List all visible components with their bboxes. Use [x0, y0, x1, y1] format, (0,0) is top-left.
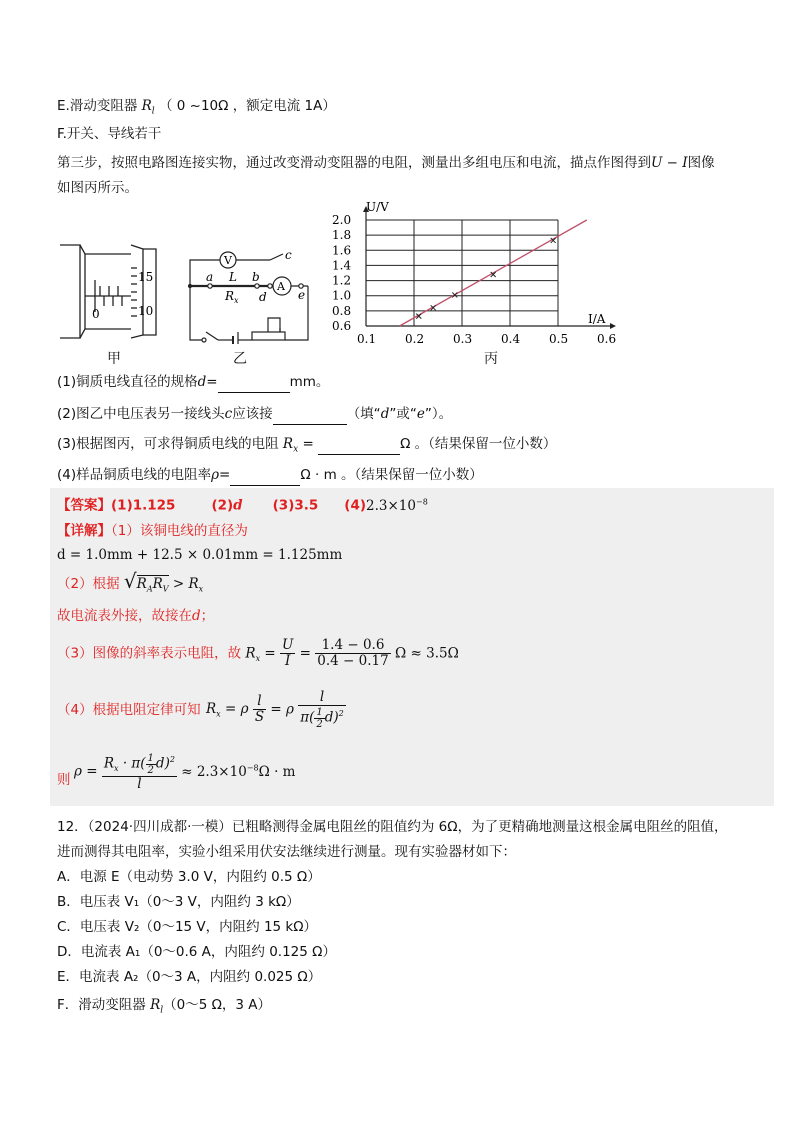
item-f-line: F.开关、导线若干: [57, 126, 162, 142]
y-tick-label: 0.8: [332, 303, 352, 318]
q3-unit: Ω 。（结果保留一位小数）: [400, 436, 557, 452]
detail-1: [57, 521, 248, 541]
detail-3-eq2: =: [299, 645, 311, 662]
detail-2-conclusion: [57, 606, 214, 626]
problem12-stem1: 12．（2024·四川成都·一模）已粗略测得金属电阻丝的阻值约为 6Ω，为了更精确地测量这根金属电阻丝的阻值，: [57, 819, 728, 835]
terminal-e: e: [298, 288, 306, 302]
equipment-c: C．电压表 V₂（0～15 V，内阻约 15 kΩ）: [57, 919, 318, 935]
chart-marks: [400, 220, 587, 326]
equipment-f-symbol: R: [150, 997, 161, 1013]
q2-end: ”）。: [424, 406, 453, 422]
q1-symbol: d: [197, 374, 207, 390]
micrometer-tick-15: 15: [138, 270, 154, 284]
q3-answer-blank[interactable]: [318, 434, 400, 455]
detail-4-formula: [206, 690, 346, 730]
detail-3-r: R: [245, 645, 256, 662]
chart-xlabel: I/A: [588, 312, 606, 326]
equipment-a: A．电源 E（电动势 3.0 V，内阻约 0.5 Ω）: [57, 869, 321, 885]
q2-d: d: [380, 406, 390, 422]
detail-2-d: d: [192, 608, 201, 624]
terminal-a: a: [206, 270, 214, 284]
micrometer-figure: [55, 240, 167, 344]
x-axis-arrow: [610, 323, 616, 329]
detail-4-eq: = ρ: [270, 701, 294, 718]
micrometer-zero: 0: [92, 307, 100, 321]
q2-or: ”或“: [389, 406, 417, 422]
y-tick-label: 1.0: [332, 288, 352, 303]
detail-4-r: $R_x = \rho$: [206, 701, 249, 719]
data-point: [452, 292, 457, 297]
item-e-line: [57, 96, 336, 122]
rx-label: $R_x$: [225, 289, 239, 305]
q2-c: c: [224, 406, 233, 422]
sqrt-sign: √: [123, 569, 137, 593]
answer-2: (2): [211, 497, 234, 514]
equipment-f-range: （0～5 Ω，3 A）: [163, 997, 272, 1013]
detail-3-frac-ui: $\frac{U}{I}$: [281, 637, 294, 669]
detail-4-text: （4）根据电阻定律可知: [57, 702, 201, 718]
answer-label: 【答案】: [57, 497, 111, 514]
circuit-figure: [180, 240, 320, 344]
q1-unit: mm。: [289, 374, 330, 390]
final-formula: [74, 752, 295, 792]
equipment-b: B．电压表 V₁（0～3 V，内阻约 3 kΩ）: [57, 894, 300, 910]
q2-text2: 应该接: [232, 406, 273, 422]
answer-3: (3)3.5: [272, 497, 319, 514]
q4-answer-blank[interactable]: [230, 465, 300, 486]
answer-4: (4): [344, 497, 367, 514]
x-tick-label: 0.3: [453, 332, 473, 346]
x-tick-label: 0.1: [357, 332, 377, 346]
final-rho: ρ =: [74, 763, 98, 780]
detail-2-radicand: $R_AR_V$: [136, 576, 169, 594]
q4-rho: ρ=: [211, 467, 231, 483]
problem12-stem2: 进而测得其电阻率，实验小组采用伏安法继续进行测量。现有实验器材如下：: [57, 844, 516, 860]
terminal-c: c: [285, 248, 292, 262]
answer-1: (1)1.125: [111, 497, 176, 514]
q4-text: (4)样品铜质电线的电阻率: [57, 467, 212, 483]
detail-4-frac-ls: $\frac{l}{S}$: [254, 693, 265, 726]
equipment-f-text: F．滑动变阻器: [57, 997, 146, 1013]
y-tick-label: 1.2: [332, 273, 352, 288]
ammeter-label: A: [277, 280, 285, 293]
detail-1-formula: d = 1.0mm + 12.5 × 0.01mm = 1.125mm: [57, 547, 343, 563]
detail-2-conclusion-text: 故电流表外接，故接在: [57, 608, 192, 624]
answer-line: [57, 492, 428, 516]
terminal-b: b: [252, 270, 260, 284]
chart-ylabel: U/V: [366, 200, 389, 214]
step3-line: [57, 153, 715, 173]
micrometer-tick-10: 10: [138, 304, 154, 318]
question-1: [57, 372, 329, 393]
detail-2-end: ；: [200, 608, 215, 624]
detail-4: [57, 700, 201, 720]
equipment-f-sub: l: [160, 1005, 164, 1016]
voltmeter-label: V: [224, 254, 232, 267]
final-result: ≈ $2.3\times 10^{-8}\Omega \cdot m$: [181, 763, 296, 780]
question-2: [57, 404, 452, 425]
q2-text: (2)图乙中电压表另一接线头: [57, 406, 225, 422]
y-tick-label: 2.0: [332, 213, 352, 227]
equipment-e: E．电流表 A₂（0～3 A，内阻约 0.025 Ω）: [57, 969, 322, 985]
detail-label: 【详解】: [57, 523, 111, 539]
item-e-range: （ 0 ~10Ω ，额定电流 1A）: [158, 98, 336, 114]
x-tick-label: 0.2: [405, 332, 425, 346]
figure-bing-label: 丙: [484, 351, 498, 367]
item-e-symbol: R: [141, 98, 152, 114]
q2-hint: （填“: [346, 406, 381, 422]
then-label: 则: [57, 772, 71, 788]
equipment-f: [57, 995, 271, 1021]
detail-4-frac-area: l π( $\frac{1}{2}$ d)$^2$: [300, 689, 344, 730]
detail-2-rx-sub: x: [198, 584, 204, 594]
q1-text: (1)铜质电线直径的规格: [57, 374, 198, 390]
y-tick-label: 1.4: [332, 258, 352, 273]
x-tick-label: 0.6: [597, 332, 617, 346]
fit-line: [400, 220, 587, 326]
q3-sub: x: [293, 444, 299, 455]
terminal-d: d: [259, 290, 267, 304]
detail-3-result: Ω ≈ 3.5Ω: [395, 645, 459, 662]
q2-e: e: [416, 406, 425, 422]
wire-L-label: L: [229, 270, 237, 284]
answer-2-d: d: [233, 497, 243, 514]
y-tick-label: 1.8: [332, 228, 352, 243]
detail-3-frac-values: $\frac{1.4 - 0.6}{0.4 - 0.17}$: [317, 637, 389, 669]
figure-jia-label: 甲: [107, 351, 121, 367]
detail-2-text: （2）根据: [57, 576, 120, 592]
detail-2: [57, 571, 203, 600]
detail-3-text: （3）图像的斜率表示电阻，故: [57, 645, 242, 662]
y-tick-label: 1.6: [332, 243, 352, 258]
item-e-sub: l: [151, 106, 155, 117]
detail-1-text: （1）该铜电线的直径为: [111, 523, 248, 539]
equipment-d: D．电流表 A₁（0～0.6 A，内阻约 0.125 Ω）: [57, 944, 336, 960]
detail-2-compare: > R: [172, 576, 199, 592]
q3-text: (3)根据图丙，可求得铜质电线的电阻: [57, 436, 279, 452]
y-tick-label: 0.6: [332, 319, 352, 333]
detail-3-eq1: =: [264, 645, 276, 662]
ui-chart: [330, 198, 620, 350]
q3-eq: =: [302, 436, 314, 452]
detail-3-r-sub: x: [255, 654, 261, 664]
q2-answer-blank[interactable]: [273, 404, 347, 425]
x-tick-label: 0.5: [549, 332, 569, 346]
item-e-text: E.滑动变阻器: [57, 98, 138, 114]
question-4: [57, 465, 483, 486]
step3-line2: 如图丙所示。: [57, 180, 138, 196]
answer-4-value: $2.3\times 10^{-8}$: [366, 497, 428, 514]
step3-ui: U − I: [651, 155, 688, 171]
x-tick-label: 0.4: [501, 332, 521, 346]
final-frac: $R_x \cdot \pi$( $\frac{1}{2}$ d)$^2$ l: [103, 752, 175, 793]
q1-answer-blank[interactable]: [218, 372, 290, 393]
question-3: [57, 434, 556, 460]
step3-tail: 图像: [687, 155, 715, 171]
detail-3: [57, 638, 459, 669]
figure-yi-label: 乙: [233, 351, 247, 367]
q1-eq: =: [206, 374, 218, 390]
step3-text: 第三步，按照电路图连接实物，通过改变滑动变阻器的电阻，测量出多组电压和电流，描点作图得到: [57, 155, 651, 171]
q4-unit: Ω · m 。（结果保留一位小数）: [300, 467, 483, 483]
q3-symbol: R: [282, 436, 294, 452]
